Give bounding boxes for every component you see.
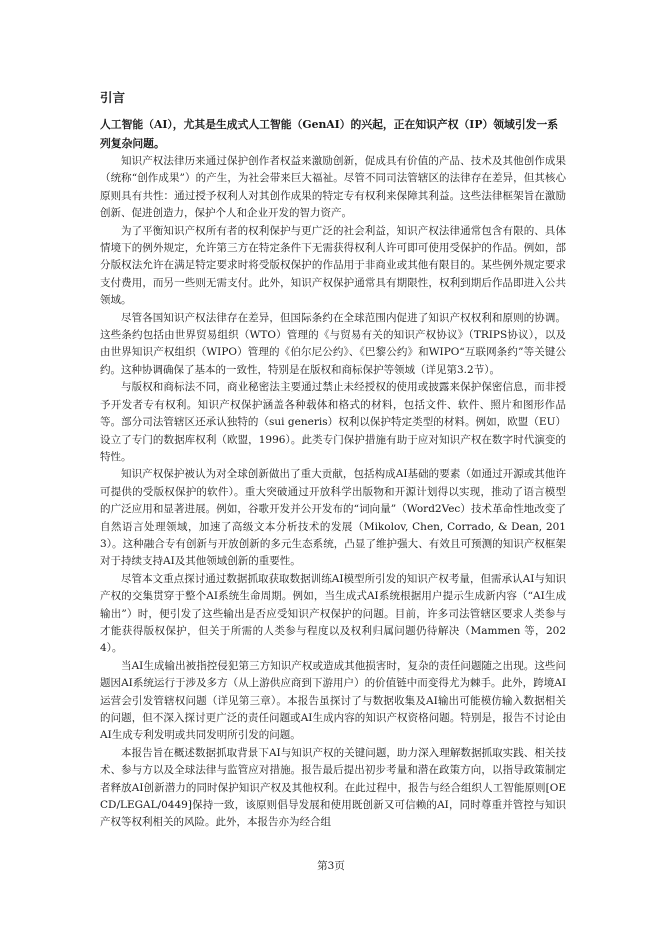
- paragraph-1: 知识产权法律历来通过保护创作者权益来激励创新，促成具有价值的产品、技术及其他创作成果（统称“创作成果”）的产生，为社会带来巨大福祉。尽管不同司法管辖区的法律存在差异，但其核心原则具有共性：通过授予权利人对其创作成果的特定专有权利来保障其利益。这些法律框架旨在激励创新、促进创造力，保护个人和企业开发的智力资产。: [100, 155, 566, 220]
- paragraph-5: 知识产权保护被认为对全球创新做出了重大贡献，包括构成AI基础的要素（如通过开源或其他许可提供的受版权保护的软件）。重大突破通过开放科学出版物和开源计划得以实现，推动了语言模型的广泛应用和显著进展。例如，谷歌开发并公开发布的“词向量”（Word2Vec）技术革命性地改变了自然语言处理领域，加速了高级文本分析技术的发展（Mikolov, Chen, Corrado, & Dean, 2013）。这种融合专有创新与开放创新的多元生态系统，凸显了维护强大、有效且可预测的知识产权框架对于持续支持AI及其他领域创新的重要性。: [100, 468, 566, 568]
- paragraph-7: 当AI生成输出被指控侵犯第三方知识产权或造成其他损害时，复杂的责任问题随之出现。这些问题因AI系统运行于涉及多方（从上游供应商到下游用户）的价值链中而变得尤为棘手。此外，跨境AI运营会引发管辖权问题（详见第三章）。本报告虽探讨了与数据收集及AI输出可能模仿输入数据相关的问题，但不深入探讨更广泛的责任问题或AI生成内容的知识产权资格问题。特别是，报告不讨论由AI生成专利发明或共同发明所引发的问题。: [100, 659, 566, 742]
- body-text: [100, 153, 566, 832]
- paragraph-8: 本报告旨在概述数据抓取背景下AI与知识产权的关键问题，助力深入理解数据抓取实践、相关技术、参与方以及全球法律与监管应对措施。报告最后提出初步考量和潜在政策方向，以指导政策制定者释放AI创新潜力的同时保护知识产权及其他权利。在此过程中，报告与经合组织人工智能原则[OECD/LEGAL/0449]保持一致，该原则倡导发展和使用既创新又可信赖的AI，同时尊重并管控与知识产权等权利相关的风险。此外，本报告亦为经合组: [100, 746, 566, 829]
- paragraph-4: 与版权和商标法不同，商业秘密法主要通过禁止未经授权的使用或披露来保护保密信息，而非授予开发者专有权利。知识产权保护涵盖各种载体和格式的材料，包括文件、软件、照片和图形作品等。部分司法管辖区还承认独特的（sui generis）权利以保护特定类型的材料。例如，欧盟（EU）设立了专门的数据库权利（欧盟，1996）。此类专门保护措施有助于应对知识产权在数字时代演变的特性。: [100, 381, 566, 463]
- paragraph-6: 尽管本文重点探讨通过数据抓取获取数据训练AI模型所引发的知识产权考量，但需承认AI与知识产权的交集贯穿于整个AI系统生命周期。例如，当生成式AI系统根据用户提示生成新内容（“AI生成输出”）时，便引发了这些输出是否应受知识产权保护的问题。目前，许多司法管辖区要求人类参与才能获得版权保护，但关于所需的人类参与程度以及权利归属问题仍待解决（Mammen 等，2024）。: [100, 572, 566, 655]
- paragraph-3: 尽管各国知识产权法律存在差异，但国际条约在全球范围内促进了知识产权权利和原则的协调。这些条约包括由世界贸易组织（WTO）管理的《与贸易有关的知识产权协议》（TRIPS协议），以及由世界知识产权组织（WIPO）管理的《伯尔尼公约》、《巴黎公约》和WIPO“互联网条约”等关键公约。这种协调确保了基本的一致性，特别是在版权和商标保护等领域（详见第3.2节）。: [100, 311, 566, 376]
- page-number: 第3页: [317, 860, 345, 872]
- paragraph-2: 为了平衡知识产权所有者的权利保护与更广泛的社会利益，知识产权法律通常包含有限的、具体情境下的例外规定，允许第三方在特定条件下无需获得权利人许可即可使用受保护的作品。例如，部分版权法允许在满足特定要求时将受版权保护的作品用于非商业或其他有限目的。某些例外规定要求支付费用，而另一些则无需支付。此外，知识产权保护通常具有期限性，权利到期后作品即进入公共领域。: [100, 224, 566, 307]
- section-heading: 引言: [100, 90, 126, 105]
- lead-paragraph: 人工智能（AI），尤其是生成式人工智能（GenAI）的兴起，正在知识产权（IP）领域引发一系列复杂问题。: [100, 118, 559, 150]
